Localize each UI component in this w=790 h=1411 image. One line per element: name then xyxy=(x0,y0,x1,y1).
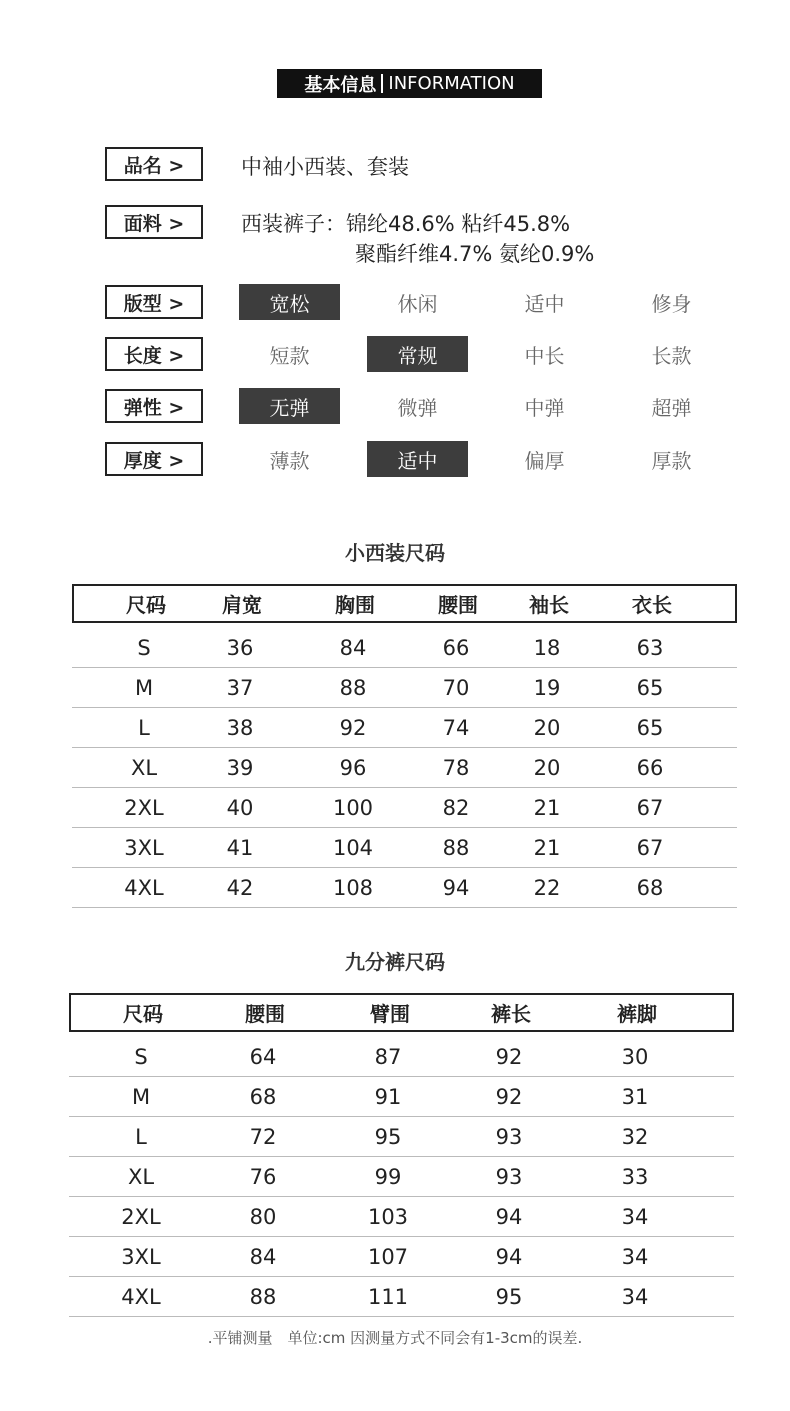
table-cell: 68 xyxy=(249,1085,277,1109)
table-cell: 76 xyxy=(249,1165,277,1189)
attribute-option: 休闲 xyxy=(397,291,438,316)
info-header-en: INFORMATION xyxy=(388,73,515,94)
table-cell: 104 xyxy=(332,836,374,860)
table-cell: 87 xyxy=(374,1045,402,1069)
attribute-option: 超弹 xyxy=(651,395,692,420)
attribute-option: 修身 xyxy=(651,291,692,316)
table-row xyxy=(69,1197,734,1237)
table-cell: S xyxy=(137,636,151,660)
table-cell: 111 xyxy=(367,1285,409,1309)
fabric-label: 面料 > xyxy=(105,205,203,239)
table-cell: 3XL xyxy=(124,836,164,860)
table-cell: 107 xyxy=(367,1245,409,1269)
table-row xyxy=(72,828,737,868)
product-name-label: 品名 > xyxy=(105,147,203,181)
attribute-option: 中长 xyxy=(524,343,565,368)
attribute-option-selected: 无弹 xyxy=(239,388,340,424)
table-cell: 99 xyxy=(374,1165,402,1189)
table-cell: 95 xyxy=(374,1125,402,1149)
table-cell: 94 xyxy=(442,876,470,900)
table-row xyxy=(69,1117,734,1157)
table-cell: 66 xyxy=(442,636,470,660)
table-cell: XL xyxy=(130,756,158,780)
table-cell: 84 xyxy=(249,1245,277,1269)
attribute-option-selected: 宽松 xyxy=(239,284,340,320)
table-cell: 103 xyxy=(367,1205,409,1229)
table-cell: 92 xyxy=(339,716,367,740)
table-cell: 3XL xyxy=(121,1245,161,1269)
table-cell: 65 xyxy=(636,676,664,700)
table-cell: 33 xyxy=(621,1165,649,1189)
table-header-cell: 尺码 xyxy=(126,593,166,617)
table-cell: 96 xyxy=(339,756,367,780)
table-cell: 93 xyxy=(495,1165,523,1189)
table-row xyxy=(72,668,737,708)
pants-table-title: 九分裤尺码 xyxy=(345,950,445,974)
table-cell: 38 xyxy=(226,716,254,740)
table-cell: 95 xyxy=(495,1285,523,1309)
table-cell: 94 xyxy=(495,1205,523,1229)
table-cell: 36 xyxy=(226,636,254,660)
table-cell: 22 xyxy=(533,876,561,900)
attribute-option: 短款 xyxy=(269,343,310,368)
fabric-value-line2: 聚酯纤维4.7% 氨纶0.9% xyxy=(355,242,595,266)
table-header-cell: 腰围 xyxy=(245,1002,285,1026)
table-header-cell: 臂围 xyxy=(370,1002,410,1026)
table-cell: 34 xyxy=(621,1245,649,1269)
table-cell: 42 xyxy=(226,876,254,900)
table-cell: 66 xyxy=(636,756,664,780)
table-cell: 20 xyxy=(533,716,561,740)
table-cell: L xyxy=(138,716,150,740)
table-cell: 91 xyxy=(374,1085,402,1109)
table-header-cell: 衣长 xyxy=(632,593,672,617)
table-row xyxy=(69,1037,734,1077)
table-cell: 64 xyxy=(249,1045,277,1069)
table-cell: 84 xyxy=(339,636,367,660)
table-cell: 65 xyxy=(636,716,664,740)
table-cell: 34 xyxy=(621,1205,649,1229)
table-header-cell: 胸围 xyxy=(335,593,375,617)
table-cell: 67 xyxy=(636,796,664,820)
table-header-row xyxy=(69,993,734,1032)
table-cell: 34 xyxy=(621,1285,649,1309)
table-cell: 82 xyxy=(442,796,470,820)
table-header-cell: 裤脚 xyxy=(617,1002,657,1026)
attribute-option-selected: 适中 xyxy=(367,441,468,477)
info-header-zh: 基本信息 xyxy=(304,74,377,96)
table-cell: 67 xyxy=(636,836,664,860)
table-cell: L xyxy=(135,1125,147,1149)
table-cell: 41 xyxy=(226,836,254,860)
table-cell: 93 xyxy=(495,1125,523,1149)
table-row xyxy=(72,788,737,828)
table-cell: 92 xyxy=(495,1045,523,1069)
table-cell: 32 xyxy=(621,1125,649,1149)
attribute-label: 厚度 > xyxy=(105,442,203,476)
header-divider xyxy=(381,74,383,93)
table-cell: 68 xyxy=(636,876,664,900)
attribute-option: 微弹 xyxy=(397,395,438,420)
attribute-option: 适中 xyxy=(524,291,565,316)
table-cell: 72 xyxy=(249,1125,277,1149)
table-row xyxy=(72,868,737,908)
table-cell: M xyxy=(134,676,154,700)
table-cell: 74 xyxy=(442,716,470,740)
table-cell: 2XL xyxy=(121,1205,161,1229)
table-cell: 63 xyxy=(636,636,664,660)
table-cell: 108 xyxy=(332,876,374,900)
attribute-label: 版型 > xyxy=(105,285,203,319)
table-cell: S xyxy=(134,1045,148,1069)
table-cell: 39 xyxy=(226,756,254,780)
table-cell: 88 xyxy=(249,1285,277,1309)
table-cell: XL xyxy=(127,1165,155,1189)
table-cell: 37 xyxy=(226,676,254,700)
table-header-cell: 尺码 xyxy=(123,1002,163,1026)
table-cell: 88 xyxy=(442,836,470,860)
attribute-option: 厚款 xyxy=(651,448,692,473)
attribute-option-selected: 常规 xyxy=(367,336,468,372)
table-cell: 31 xyxy=(621,1085,649,1109)
table-cell: M xyxy=(131,1085,151,1109)
jacket-table-title: 小西装尺码 xyxy=(345,541,445,565)
fabric-value-line1: 西装裤子：锦纶48.6% 粘纤45.8% xyxy=(241,212,571,236)
table-row xyxy=(69,1237,734,1277)
table-header-cell: 裤长 xyxy=(491,1002,531,1026)
table-cell: 92 xyxy=(495,1085,523,1109)
table-cell: 4XL xyxy=(124,876,164,900)
table-cell: 40 xyxy=(226,796,254,820)
attribute-option: 长款 xyxy=(651,343,692,368)
attribute-option: 中弹 xyxy=(524,395,565,420)
table-cell: 100 xyxy=(332,796,374,820)
table-cell: 21 xyxy=(533,796,561,820)
attribute-option: 偏厚 xyxy=(524,448,565,473)
table-cell: 80 xyxy=(249,1205,277,1229)
table-cell: 19 xyxy=(533,676,561,700)
table-cell: 30 xyxy=(621,1045,649,1069)
table-header-cell: 袖长 xyxy=(529,593,569,617)
attribute-label: 长度 > xyxy=(105,337,203,371)
table-row xyxy=(72,628,737,668)
table-row xyxy=(69,1077,734,1117)
table-header-cell: 腰围 xyxy=(438,593,478,617)
table-cell: 18 xyxy=(533,636,561,660)
table-row xyxy=(72,748,737,788)
table-row xyxy=(72,708,737,748)
table-cell: 78 xyxy=(442,756,470,780)
table-row xyxy=(69,1277,734,1317)
attribute-label: 弹性 > xyxy=(105,389,203,423)
attribute-option: 薄款 xyxy=(269,448,310,473)
table-cell: 2XL xyxy=(124,796,164,820)
table-row xyxy=(69,1157,734,1197)
table-cell: 88 xyxy=(339,676,367,700)
table-cell: 94 xyxy=(495,1245,523,1269)
table-header-cell: 肩宽 xyxy=(222,593,262,617)
info-header-bar xyxy=(277,69,542,98)
table-cell: 20 xyxy=(533,756,561,780)
table-cell: 70 xyxy=(442,676,470,700)
measurement-note: .平铺测量 单位:cm 因测量方式不同会有1-3cm的误差. xyxy=(207,1329,583,1347)
table-cell: 4XL xyxy=(121,1285,161,1309)
table-cell: 21 xyxy=(533,836,561,860)
table-header-row xyxy=(72,584,737,623)
product-name-value: 中袖小西装、套装 xyxy=(241,155,409,179)
